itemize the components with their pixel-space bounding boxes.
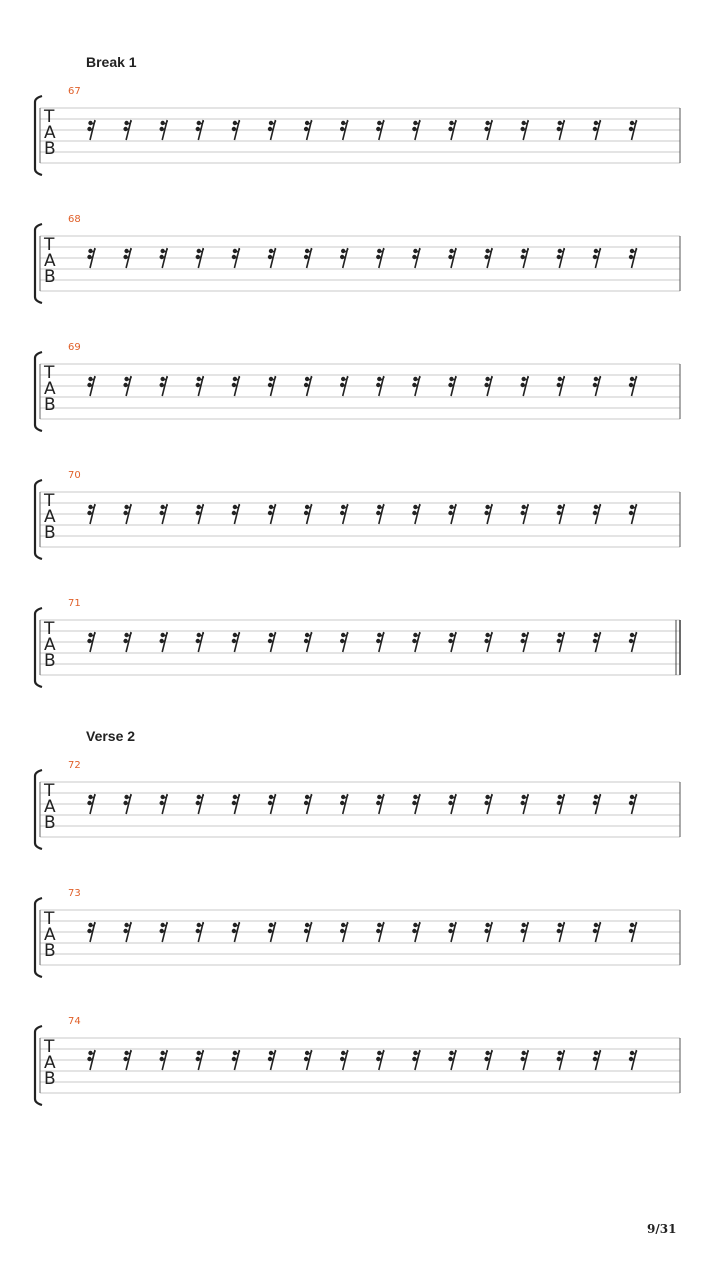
tab-staff	[0, 86, 720, 186]
tab-staff	[0, 598, 720, 698]
tab-clef-letter: T	[44, 619, 55, 639]
tab-clef-letter: B	[44, 1069, 56, 1089]
tab-clef-letter: B	[44, 813, 56, 833]
measure-number: 72	[68, 760, 81, 771]
measure-number: 73	[68, 888, 81, 899]
tab-clef-letter: B	[44, 523, 56, 543]
tab-staff	[0, 1016, 720, 1116]
page-number: 9/31	[647, 1222, 677, 1236]
tab-clef-letter: T	[44, 363, 55, 383]
tab-staff	[0, 470, 720, 570]
measure-number: 70	[68, 470, 81, 481]
tab-system-70	[0, 470, 720, 570]
tab-clef-letter: A	[44, 123, 56, 143]
tab-clef-letter: T	[44, 235, 55, 255]
measure-number: 68	[68, 214, 81, 225]
tab-clef-letter: T	[44, 1037, 55, 1057]
tab-clef-letter: T	[44, 781, 55, 801]
tab-clef-letter: A	[44, 251, 56, 271]
measure-number: 67	[68, 86, 81, 97]
tab-staff	[0, 888, 720, 988]
tab-clef-letter: A	[44, 1053, 56, 1073]
tab-clef-letter: A	[44, 797, 56, 817]
tab-system-67	[0, 86, 720, 186]
measure-number: 71	[68, 598, 81, 609]
tab-system-72	[0, 760, 720, 860]
measure-number: 69	[68, 342, 81, 353]
tab-clef-letter: T	[44, 107, 55, 127]
tab-staff	[0, 760, 720, 860]
tab-system-69	[0, 342, 720, 442]
tab-staff	[0, 342, 720, 442]
tab-clef-letter: B	[44, 941, 56, 961]
tab-clef-letter: A	[44, 507, 56, 527]
section-label-verse-2: Verse 2	[86, 728, 136, 744]
tab-clef-letter: A	[44, 925, 56, 945]
tab-system-74	[0, 1016, 720, 1116]
tab-clef-letter: T	[44, 909, 55, 929]
section-label-break-1: Break 1	[86, 54, 137, 70]
tab-system-71	[0, 598, 720, 698]
tab-clef-letter: B	[44, 395, 56, 415]
tab-clef-letter: B	[44, 139, 56, 159]
tab-clef-letter: A	[44, 379, 56, 399]
tab-system-73	[0, 888, 720, 988]
tab-clef-letter: T	[44, 491, 55, 511]
tab-system-68	[0, 214, 720, 314]
tab-clef-letter: A	[44, 635, 56, 655]
tab-staff	[0, 214, 720, 314]
tab-clef-letter: B	[44, 651, 56, 671]
measure-number: 74	[68, 1016, 81, 1027]
tab-clef-letter: B	[44, 267, 56, 287]
